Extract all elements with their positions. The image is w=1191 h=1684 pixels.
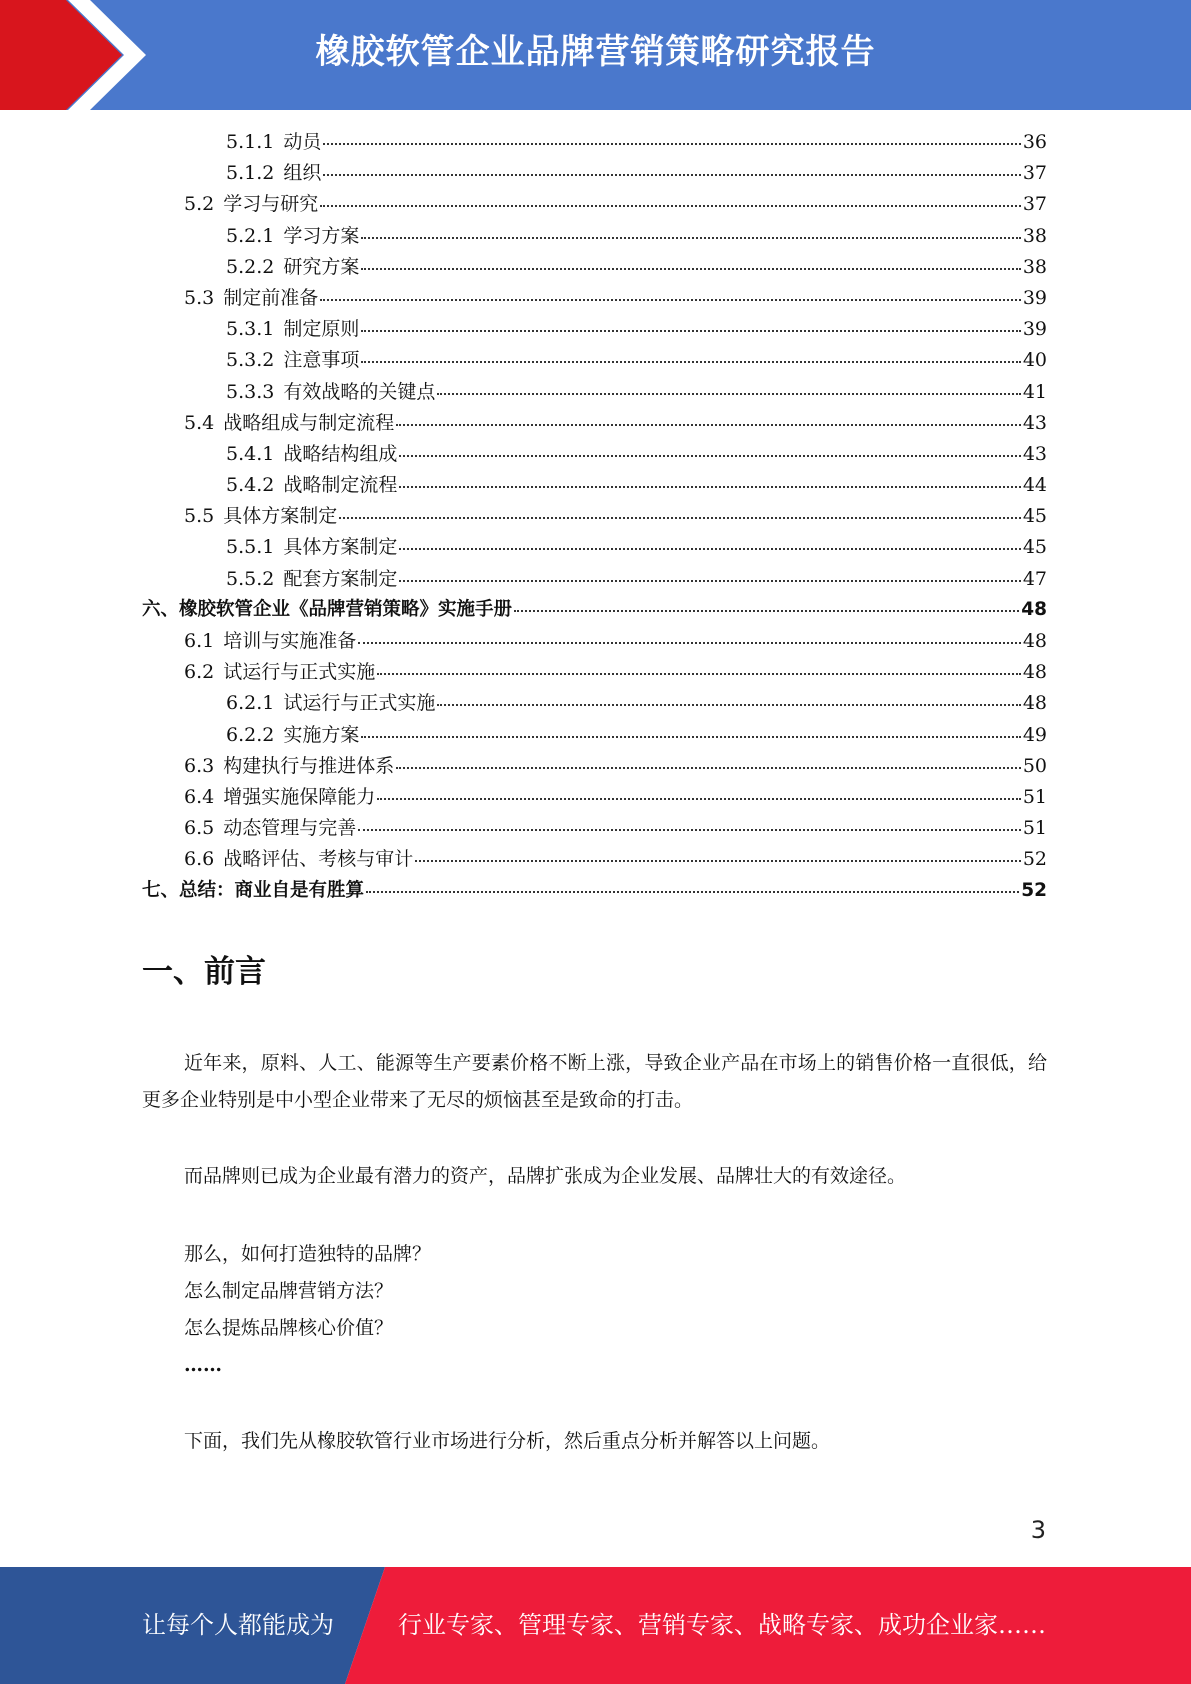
toc-dot-leader [366, 890, 1019, 893]
toc-entry-title: 培训与实施准备 [223, 630, 357, 652]
footer-slogan-right: 行业专家、管理专家、营销专家、战略专家、成功企业家…… [398, 1611, 1046, 1639]
toc-entry-number: 6.2.1 [226, 692, 275, 715]
toc-entry-page: 40 [1022, 349, 1047, 372]
toc-entry-page: 47 [1022, 567, 1047, 590]
toc-entry-page: 43 [1022, 442, 1047, 465]
toc-entry[interactable] [142, 345, 1047, 376]
toc-entry-number: 5.4 [184, 411, 215, 434]
toc-entry-title: 战略结构组成 [283, 442, 398, 465]
toc-entry-title: 学习方案 [283, 224, 360, 247]
toc-entry[interactable] [142, 782, 1047, 813]
question-line: 怎么制定品牌营销方法？ [184, 1280, 394, 1302]
toc-entry[interactable] [142, 377, 1047, 408]
toc-entry-title: 注意事项 [283, 349, 360, 372]
toc-entry-page: 44 [1022, 474, 1047, 497]
toc-dot-leader [323, 142, 1020, 145]
toc-entry[interactable] [142, 564, 1047, 595]
toc-dot-leader [399, 485, 1020, 488]
toc-entry-page: 49 [1022, 723, 1047, 746]
toc-entry[interactable] [142, 283, 1047, 314]
toc-entry-page: 37 [1022, 162, 1047, 185]
toc-entry-page: 45 [1022, 536, 1047, 559]
toc-entry-page: 39 [1022, 286, 1047, 309]
toc-entry-title: 学习与研究 [223, 193, 319, 216]
toc-entry-title: 战略制定流程 [283, 474, 398, 497]
toc-entry[interactable] [142, 532, 1047, 563]
toc-entry[interactable] [142, 127, 1047, 158]
toc-entry[interactable] [142, 501, 1047, 532]
toc-entry-page: 48 [1022, 630, 1047, 652]
question-line: 怎么提炼品牌核心价值？ [184, 1317, 394, 1339]
toc-entry-page: 41 [1022, 380, 1047, 403]
toc-entry[interactable] [142, 876, 1047, 907]
toc-dot-leader [320, 298, 1021, 301]
paragraph-next: 下面，我们先从橡胶软管行业市场进行分析，然后重点分析并解答以上问题。 [184, 1430, 831, 1452]
toc-entry-title: 战略组成与制定流程 [223, 411, 395, 434]
ellipsis-line: …… [184, 1354, 222, 1376]
toc-dot-leader [415, 859, 1021, 862]
toc-dot-leader [396, 423, 1021, 426]
toc-entry[interactable] [142, 221, 1047, 252]
toc-entry-title: 具体方案制定 [283, 536, 398, 559]
toc-entry-page: 43 [1022, 411, 1047, 434]
toc-entry-number: 5.1.1 [226, 131, 275, 153]
toc-entry-page: 45 [1022, 505, 1047, 528]
toc-entry-number: 5.3 [184, 286, 215, 309]
toc-entry-title: 制定前准备 [223, 286, 319, 309]
toc-entry-title: 动态管理与完善 [223, 817, 357, 840]
toc-entry-number: 5.3.3 [226, 380, 275, 403]
toc-entry-page: 39 [1022, 318, 1047, 341]
paragraph-brand: 而品牌则已成为企业最有潜力的资产，品牌扩张成为企业发展、品牌壮大的有效途径。 [184, 1165, 907, 1187]
toc-entry-number: 5.5 [184, 505, 215, 528]
toc-entry[interactable] [142, 314, 1047, 345]
toc-entry[interactable] [142, 189, 1047, 220]
section-heading: 一、前言 [142, 954, 266, 990]
toc-entry-title: 试运行与正式实施 [223, 661, 376, 684]
toc-entry-number: 5.1.2 [226, 162, 275, 185]
toc-entry-page: 48 [1021, 598, 1047, 620]
footer-slogan-left: 让每个人都能成为 [142, 1611, 334, 1639]
toc-entry-page: 38 [1022, 255, 1047, 278]
toc-dot-leader [339, 516, 1021, 519]
toc-dot-leader [514, 609, 1019, 612]
toc-entry-page: 36 [1022, 131, 1047, 153]
toc-entry-number: 5.5.1 [226, 536, 275, 559]
page-number: 3 [1030, 1516, 1046, 1544]
toc-entry-title: 动员 [283, 131, 322, 153]
toc-dot-leader [358, 828, 1021, 831]
toc-entry-title: 构建执行与推进体系 [223, 754, 395, 777]
toc-dot-leader [361, 267, 1020, 270]
toc-entry-title: 制定原则 [283, 318, 360, 341]
toc-entry-number: 5.2 [184, 193, 215, 216]
table-of-contents [142, 127, 1047, 907]
toc-entry[interactable] [142, 252, 1047, 283]
toc-entry[interactable] [142, 751, 1047, 782]
toc-entry-number: 5.4.2 [226, 474, 275, 497]
toc-entry[interactable] [142, 408, 1047, 439]
toc-entry-page: 38 [1022, 224, 1047, 247]
toc-dot-leader [320, 204, 1021, 207]
toc-dot-leader [361, 329, 1020, 332]
toc-entry-number: 5.5.2 [226, 567, 275, 590]
toc-entry[interactable] [142, 720, 1047, 751]
page-header [0, 0, 1191, 110]
toc-entry-title: 试运行与正式实施 [283, 692, 436, 715]
toc-entry[interactable] [142, 626, 1047, 657]
toc-entry-title: 六、橡胶软管企业《品牌营销策略》实施手册 [142, 598, 513, 620]
report-title: 橡胶软管企业品牌营销策略研究报告 [315, 32, 876, 72]
toc-dot-leader [437, 392, 1020, 395]
toc-dot-leader [361, 360, 1020, 363]
toc-dot-leader [437, 703, 1020, 706]
toc-entry-page: 52 [1022, 848, 1047, 871]
toc-entry-page: 51 [1022, 817, 1047, 840]
toc-entry-page: 37 [1022, 193, 1047, 216]
toc-dot-leader [361, 236, 1020, 239]
toc-entry-page: 48 [1022, 661, 1047, 684]
toc-entry-title: 配套方案制定 [283, 567, 398, 590]
toc-entry-page: 50 [1022, 754, 1047, 777]
page-footer [0, 1567, 1191, 1684]
toc-entry-number: 5.2.2 [226, 255, 275, 278]
toc-entry-number: 6.4 [184, 785, 215, 808]
toc-entry-number: 5.3.2 [226, 349, 275, 372]
toc-entry[interactable] [142, 844, 1047, 875]
toc-entry[interactable] [142, 657, 1047, 688]
toc-entry-title: 有效战略的关键点 [283, 380, 436, 403]
toc-dot-leader [377, 797, 1021, 800]
toc-entry-number: 6.2 [184, 661, 215, 684]
toc-entry-title: 七、总结：商业自是有胜算 [142, 879, 365, 901]
toc-dot-leader [399, 579, 1020, 582]
toc-dot-leader [377, 672, 1021, 675]
toc-dot-leader [323, 173, 1020, 176]
toc-entry-page: 48 [1022, 692, 1047, 715]
toc-entry-page: 51 [1022, 785, 1047, 808]
toc-dot-leader [358, 641, 1021, 644]
toc-entry-number: 6.1 [184, 630, 215, 652]
toc-entry-title: 实施方案 [283, 723, 360, 746]
toc-entry[interactable] [142, 439, 1047, 470]
toc-entry-title: 研究方案 [283, 255, 360, 278]
toc-entry[interactable] [142, 158, 1047, 189]
question-line: 那么，如何打造独特的品牌？ [184, 1243, 432, 1265]
toc-entry-title: 具体方案制定 [223, 505, 338, 528]
toc-entry-title: 组织 [283, 162, 322, 185]
toc-entry-number: 5.4.1 [226, 442, 275, 465]
toc-dot-leader [399, 547, 1020, 550]
toc-entry-number: 6.3 [184, 754, 215, 777]
toc-entry-title: 增强实施保障能力 [223, 785, 376, 808]
toc-entry-number: 6.2.2 [226, 723, 275, 746]
toc-entry-number: 5.3.1 [226, 318, 275, 341]
toc-entry-number: 6.5 [184, 817, 215, 840]
toc-entry-page: 52 [1021, 879, 1047, 901]
toc-entry[interactable] [142, 595, 1047, 626]
toc-entry-number: 6.6 [184, 848, 215, 871]
toc-dot-leader [361, 735, 1020, 738]
toc-entry[interactable] [142, 470, 1047, 501]
toc-entry[interactable] [142, 688, 1047, 719]
toc-entry-number: 5.2.1 [226, 224, 275, 247]
paragraph-intro: 近年来，原料、人工、能源等生产要素价格不断上涨，导致企业产品在市场上的销售价格一直很低，给更多企业特别是中小型企业带来了无尽的烦恼甚至是致命的打击。 [142, 1052, 1047, 1111]
toc-dot-leader [399, 454, 1020, 457]
toc-entry[interactable] [142, 813, 1047, 844]
toc-entry-title: 战略评估、考核与审计 [223, 848, 414, 871]
toc-dot-leader [396, 766, 1021, 769]
